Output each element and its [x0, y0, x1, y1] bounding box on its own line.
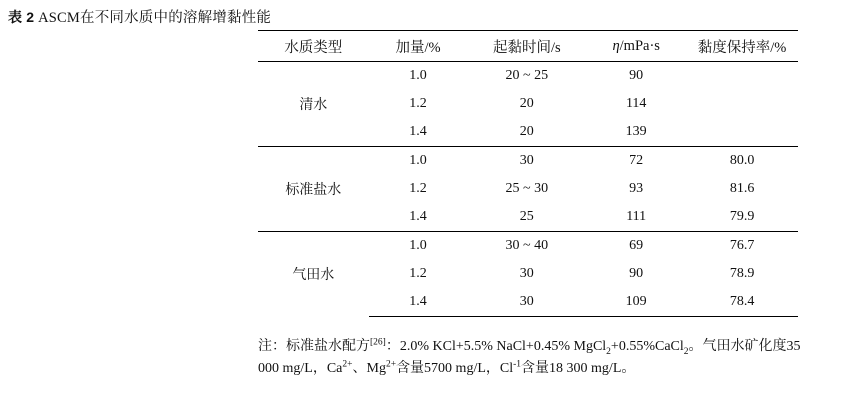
footnote-part7: 含量18 300 mg/L。: [521, 360, 636, 376]
cell-onset-time: 25: [519, 209, 534, 224]
cell-viscosity: 90: [629, 266, 644, 281]
cell-retention: [686, 90, 798, 118]
cell-onset-time: 30 ~ 40: [467, 232, 586, 261]
table-header-row: [258, 31, 798, 62]
table-row: [258, 147, 798, 176]
cell-viscosity: 93: [629, 181, 644, 196]
col-header-retention: 黏度保持率/%: [686, 31, 798, 62]
footnote-reference-marker: [26]: [370, 337, 386, 348]
cell-onset-time: 25 ~ 30: [505, 181, 549, 196]
cell-dosage: 1.0: [369, 62, 468, 91]
cell-viscosity: 139: [625, 124, 647, 139]
cell-dosage: 1.4: [409, 124, 427, 139]
cell-dosage: 1.0: [369, 232, 468, 261]
cell-retention: [686, 118, 798, 147]
cell-viscosity: 114: [625, 96, 647, 111]
cell-onset-time: 30: [519, 266, 534, 281]
cell-retention: 76.7: [686, 232, 798, 261]
group-label-standard-brine: 标准盐水: [258, 147, 369, 232]
table-row: [258, 232, 798, 261]
footnote-sub-mgcl2: 2: [606, 346, 611, 357]
table-footnote: [258, 336, 818, 379]
cell-onset-time: 30: [467, 147, 586, 176]
table-caption-text: ASCM在不同水质中的溶解增黏性能: [38, 10, 272, 26]
footnote-part2: ：2.0% KCl+5.5% NaCl+0.45% MgCl: [385, 339, 607, 354]
col-header-dosage: 加量/%: [369, 31, 468, 62]
table-caption-label: 表 2: [8, 9, 35, 25]
table-header: [258, 31, 798, 62]
cell-viscosity: 111: [626, 209, 647, 224]
footnote-part3: +0.55%CaCl: [610, 339, 684, 354]
group-label-gas-field-water: 气田水: [258, 232, 369, 317]
data-table-wrapper: [258, 30, 798, 317]
cell-retention: 80.0: [686, 147, 798, 176]
cell-onset-time: 30: [467, 288, 586, 317]
cell-retention: 79.9: [729, 209, 755, 224]
cell-dosage: 1.4: [409, 209, 427, 224]
col-header-viscosity: [586, 31, 686, 62]
footnote-sub-cacl2: 2: [683, 346, 689, 357]
footnote-sup-mg: 2+: [385, 359, 397, 370]
footnote-part4: 。气田水矿化度35 000 mg/L，Ca: [258, 339, 801, 376]
col-header-viscosity-unit: /mPa·s: [619, 37, 660, 54]
footnote-part5: 、Mg: [352, 360, 386, 376]
table-caption: [8, 6, 271, 27]
group-label-fresh-water: 清水: [258, 62, 369, 147]
footnote-prefix: 注：: [258, 339, 286, 354]
cell-onset-time: 20 ~ 25: [467, 62, 586, 91]
cell-dosage: 1.2: [409, 266, 427, 281]
data-table: [258, 30, 798, 317]
cell-dosage: 1.4: [369, 288, 468, 317]
cell-retention: [686, 62, 798, 91]
cell-retention: 78.9: [729, 266, 755, 281]
cell-viscosity: 72: [586, 147, 686, 176]
footnote-part6: 含量5700 mg/L，Cl: [396, 360, 514, 376]
footnote-sup-ca: 2+: [342, 359, 353, 370]
cell-retention: 78.4: [686, 288, 798, 317]
table-row: [258, 62, 798, 91]
cell-dosage: 1.2: [409, 96, 427, 111]
footnote-part1: 标准盐水配方: [286, 339, 370, 354]
cell-viscosity: 69: [586, 232, 686, 261]
cell-dosage: 1.0: [369, 147, 468, 176]
cell-viscosity: 109: [586, 288, 686, 317]
cell-dosage: 1.2: [409, 181, 427, 196]
table-body: [258, 62, 798, 317]
col-header-water-type: 水质类型: [258, 31, 369, 62]
footnote-sup-cl: -1: [513, 359, 522, 370]
cell-viscosity: 90: [586, 62, 686, 91]
col-header-viscosity-symbol: η: [612, 37, 620, 54]
cell-retention: 81.6: [729, 181, 755, 196]
col-header-onset-time: 起黏时间/s: [467, 31, 586, 62]
cell-onset-time: 20: [519, 124, 534, 139]
cell-onset-time: 20: [519, 96, 534, 111]
